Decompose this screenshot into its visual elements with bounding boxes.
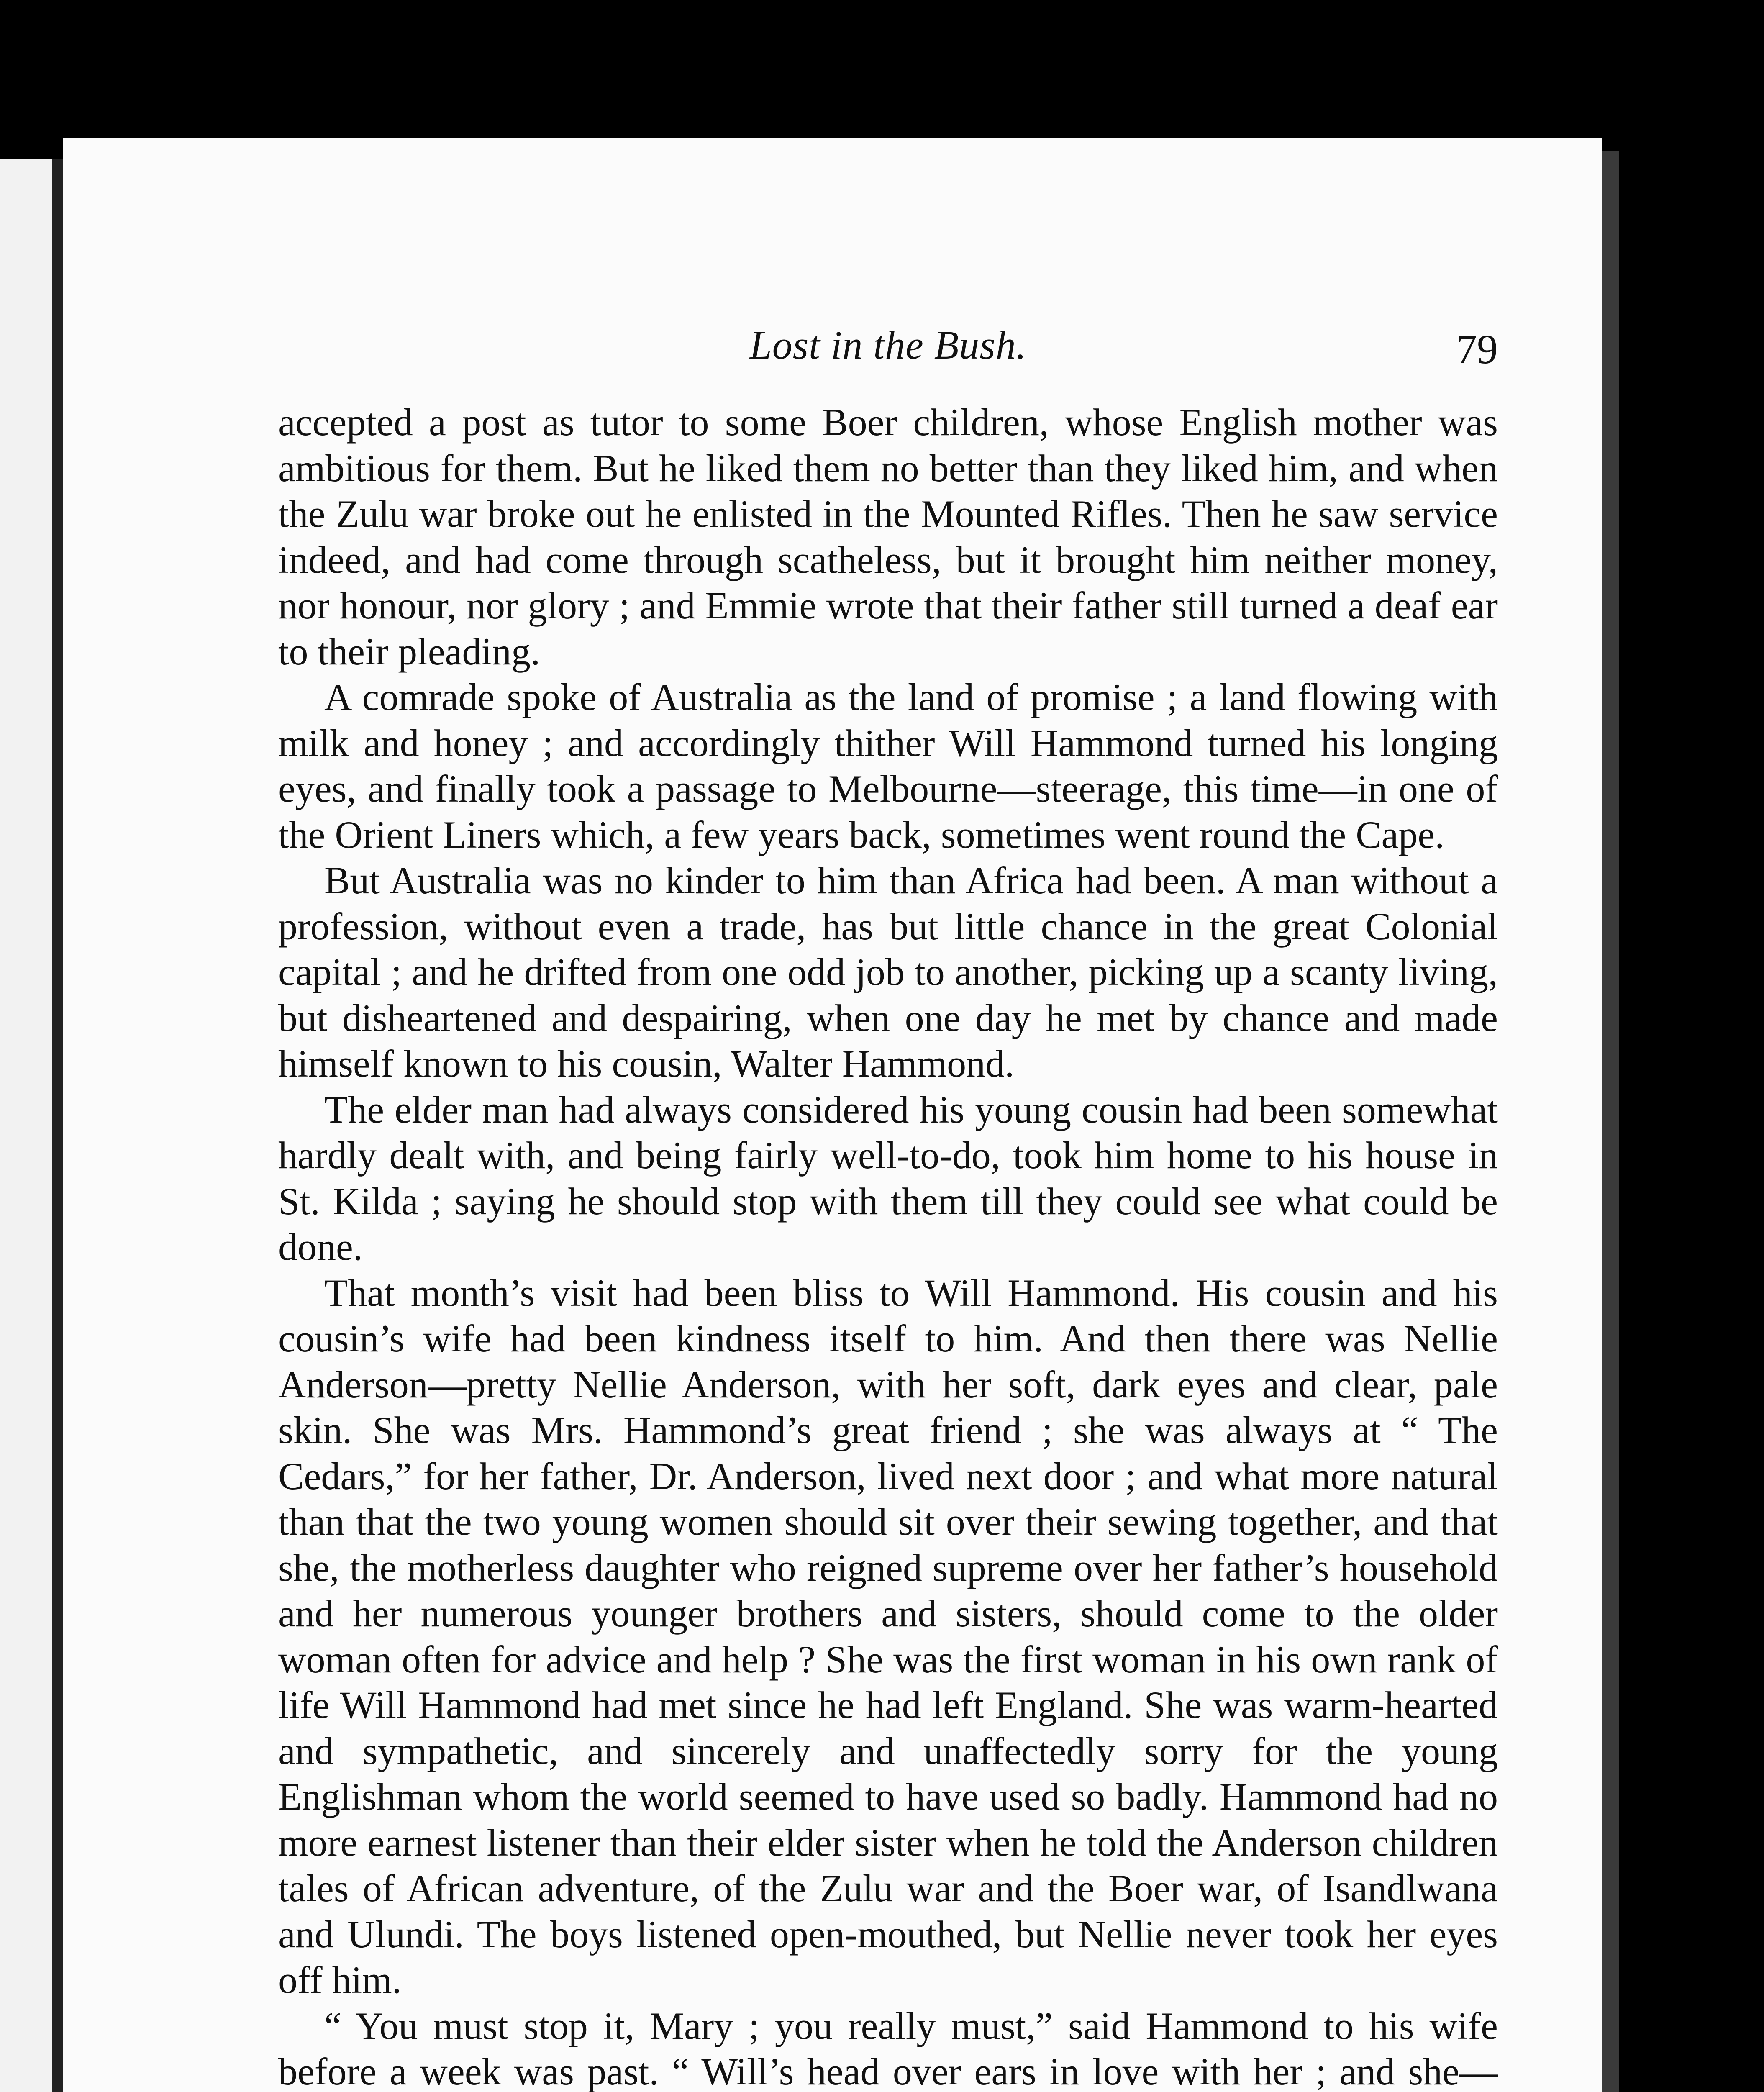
paragraph: A comrade spoke of Australia as the land of promise ; a land flowing with milk and honey ; and accordingly thither Will Hammond turned his longing eyes, and finally took a passage to Melbourne—steerage, this time—in one of the Orient Liners which, a few years back, sometimes went round the Cape. (278, 676, 1498, 856)
body-text (278, 400, 1498, 2092)
running-head (278, 318, 1498, 372)
paragraph: “ You must stop it, Mary ; you really must,” said Hammond to his wife before a week was past. “ Will’s head over ears in love with her ; and she— (278, 2004, 1498, 2092)
page-edge-shadow (1602, 151, 1619, 2092)
running-title: Lost in the Bush. (749, 323, 1027, 367)
paragraph: The elder man had always considered his young cousin had been somewhat hardly dealt with, and being fairly well-to-do, took him home to his house in St. Kilda ; saying he should stop with them till they could see what could be done. (278, 1088, 1498, 1268)
facing-page-edge (0, 159, 63, 2092)
page-number: 79 (1456, 326, 1498, 372)
paragraph: That month’s visit had been bliss to Will Hammond. His cousin and his cousin’s wife had been kindness itself to him. And then there was Nellie Anderson—pretty Nellie Anderson, with her soft, dark eyes and clear, pale skin. She was Mrs. Hammond’s great friend ; she was always at “ The Cedars,” for her father, Dr. Anderson, lived next door ; and what more natural than that the two young women should sit over their sewing together, and that she, the motherless daughter who reigned supreme over her father’s household and her numerous younger brothers and sisters, should come to the older woman often for advice and help ? She was the first woman in his own rank of life Will Hammond had met since he had left England. She was warm-hearted and sympathetic, and sincerely and unaffectedly sorry for the young Englishman whom the world seemed to have used so badly. Hammond had no more earnest listener than their elder sister when he told the Anderson children tales of African adventure, of the Zulu war and the Boer war, of Isandlwana and Ulundi. The boys listened open-mouthed, but Nellie never took her eyes off him. (278, 1271, 1498, 2001)
paragraph: accepted a post as tutor to some Boer children, whose English mother was ambitious for them. But he liked them no better than they liked him, and when the Zulu war broke out he enlisted in the Mounted Rifles. Then he saw service indeed, and had come through scatheless, but it brought him neither money, nor honour, nor glory ; and Emmie wrote that their father still turned a deaf ear to their pleading. (278, 401, 1498, 673)
paragraph: But Australia was no kinder to him than Africa had been. A man without a profession, without even a trade, has but little chance in the great Colonial capital ; and he drifted from one odd job to another, picking up a scanty living, but disheartened and despairing, when one day he met by chance and made himself known to his cousin, Walter Hammond. (278, 859, 1498, 1085)
